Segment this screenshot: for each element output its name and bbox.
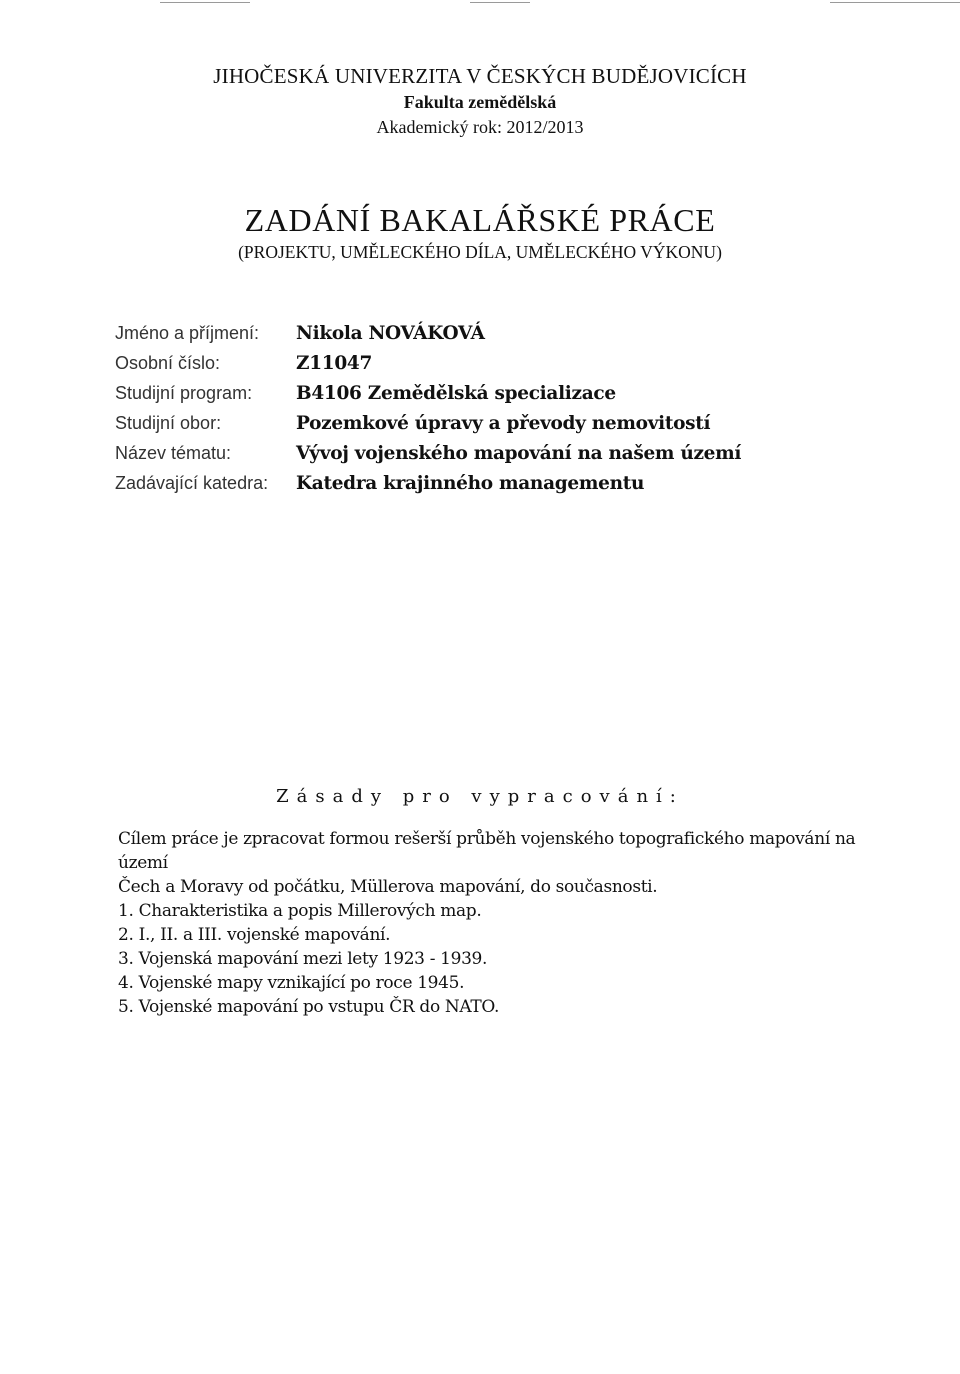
scan-edge-line [160,2,250,3]
info-row-field-of-study [115,408,741,438]
info-value: Vývoj vojenského mapování na našem území [296,442,742,464]
info-value: Pozemkové úpravy a převody nemovitostí [296,412,711,434]
rules-heading: Zásady pro vypracování: [276,786,684,807]
info-row-department [115,468,741,498]
document-subtitle: (PROJEKTU, UMĚLECKÉHO DÍLA, UMĚLECKÉHO VÝKONU) [238,242,722,262]
document-title: ZADÁNÍ BAKALÁŘSKÉ PRÁCE [244,202,716,238]
rules-list-item: 3. Vojenská mapování mezi lety 1923 - 1939. [118,949,488,969]
faculty-name: Fakulta zemědělská [403,92,557,112]
info-label: Studijní program: [115,382,253,403]
info-label: Název tématu: [115,442,232,463]
student-info-table [115,318,741,498]
rules-list-item: 2. I., II. a III. vojenské mapování. [118,925,391,945]
scan-edge-line [470,2,530,3]
university-name: JIHOČESKÁ UNIVERZITA V ČESKÝCH BUDĚJOVICÍCH [213,64,747,88]
scan-edge-line [830,2,960,3]
info-value: Nikola NOVÁKOVÁ [296,322,485,344]
info-label: Jméno a příjmení: [115,322,260,343]
info-row-study-program [115,378,741,408]
info-value: Katedra krajinného managementu [296,472,645,494]
rules-body [118,827,908,1019]
rules-line: Cílem práce je zpracovat formou rešerší průběh vojenského topografického mapování na území [118,829,856,873]
info-row-personal-number [115,348,741,378]
info-value: Z11047 [296,352,373,374]
info-row-name [115,318,741,348]
academic-year: Akademický rok: 2012/2013 [376,117,584,137]
info-label: Studijní obor: [115,412,222,433]
rules-list-item: 4. Vojenské mapy vznikající po roce 1945. [118,973,465,993]
rules-line: Čech a Moravy od počátku, Müllerova mapování, do současnosti. [118,877,658,897]
info-value: B4106 Zemědělská specializace [296,382,616,404]
rules-list-item: 5. Vojenské mapování po vstupu ČR do NATO. [118,997,500,1017]
title-block [0,200,960,264]
rules-list-item: 1. Charakteristika a popis Millerových map. [118,901,482,921]
info-label: Osobní číslo: [115,352,221,373]
document-header [0,62,960,140]
info-row-topic [115,438,741,468]
info-label: Zadávající katedra: [115,472,269,493]
